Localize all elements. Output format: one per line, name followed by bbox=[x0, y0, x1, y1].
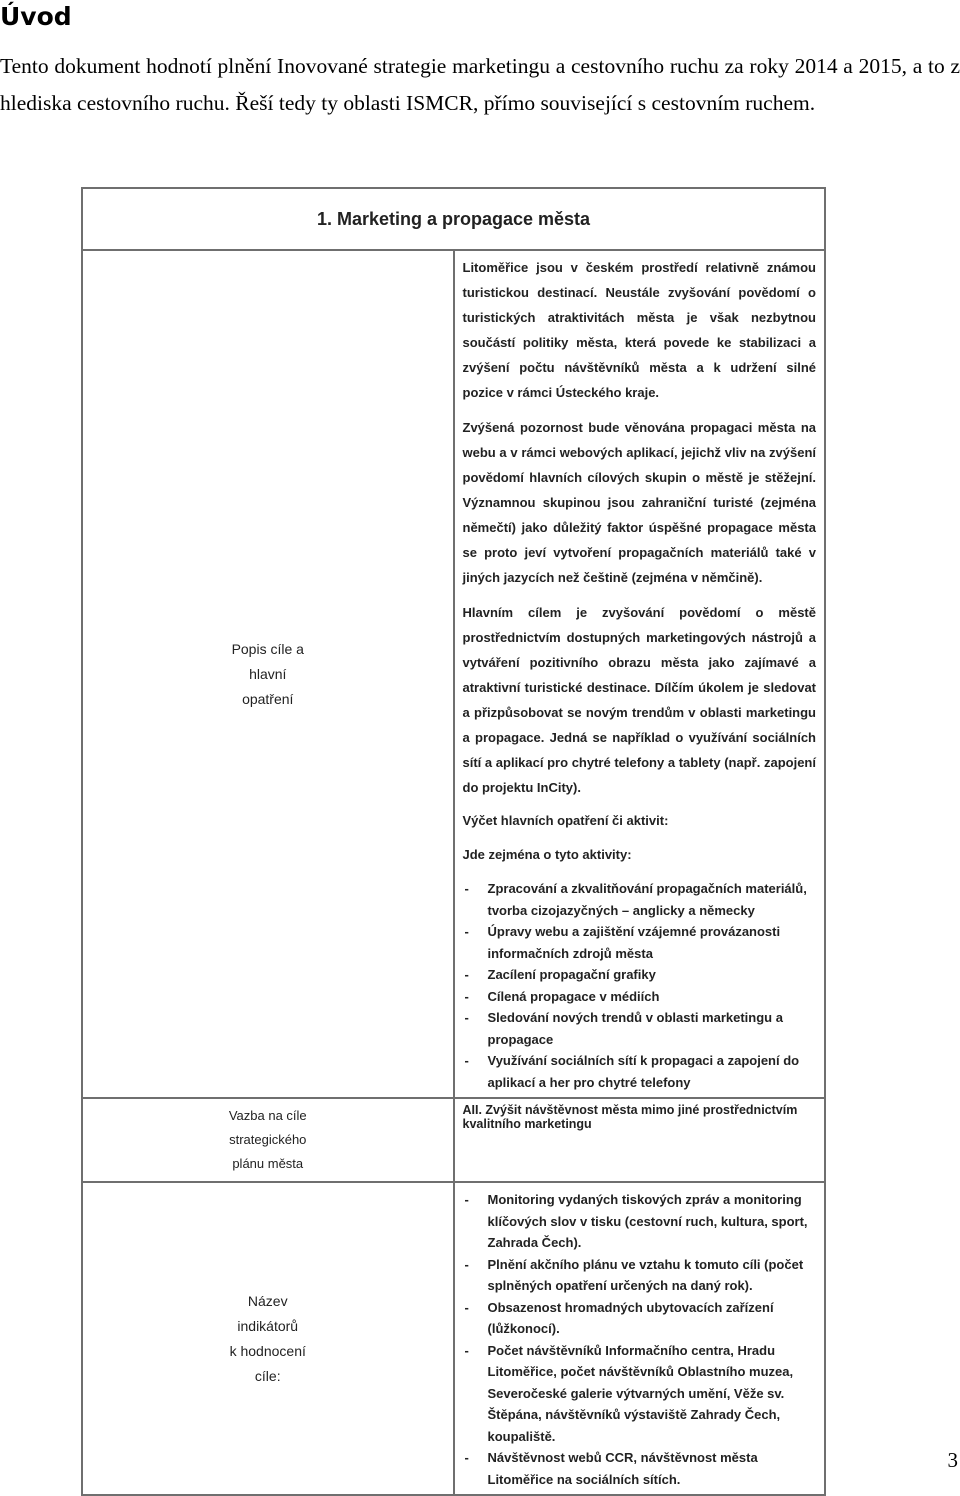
row-label-line: k hodnocení bbox=[229, 1342, 306, 1359]
activities-heading: Výčet hlavních opatření či aktivit: bbox=[462, 813, 669, 828]
row-label-line: opatření bbox=[242, 690, 294, 707]
row-label-line: Popis cíle a bbox=[231, 640, 304, 657]
activities-list bbox=[463, 878, 817, 1093]
description-paragraph: Zvýšená pozornost bude věnována propagaci města na webu a v rámci webových aplikací, jejichž vliv na zvýšení povědomí hlavních cílových skupin o městě je stěžejní. Významnou skupinou jsou zahraniční turisté (zejména němečtí) jako důležitý faktor úspěšné propagace města se proto jeví vytvoření propagačních materiálů také v jiných jazycích než češtině (zejména v němčině). bbox=[462, 420, 816, 585]
list-item: - Sledování nových trendů v oblasti marketingu a propagace bbox=[463, 1007, 817, 1050]
row-label-line: indikátorů bbox=[237, 1317, 299, 1334]
row-label-vazba bbox=[82, 1098, 454, 1182]
list-item: - Zacílení propagační grafiky bbox=[463, 964, 817, 986]
table-title: 1. Marketing a propagace města bbox=[82, 188, 825, 250]
list-item: - Využívání sociálních sítí k propagaci a zapojení do aplikací a her pro chytré telefony bbox=[463, 1050, 817, 1093]
intro-paragraph: Tento dokument hodnotí plnění Inovované strategie marketingu a cestovního ruchu za roky 2014 a 2015, a to z hlediska cestovního ruchu. Řeší tedy ty oblasti ISMCR, přímo související s cestovním ruchem. bbox=[0, 54, 960, 115]
vazba-content: AII. Zvýšit návštěvnost města mimo jiné prostřednictvím kvalitního marketingu bbox=[454, 1098, 826, 1182]
page-number: 3 bbox=[947, 1448, 958, 1472]
row-label-line: strategického bbox=[229, 1132, 307, 1147]
description-paragraph: Litoměřice jsou v českém prostředí relativně známou turistickou destinací. Neustále zvyšování povědomí o turistických atraktivitách města je však nezbytnou součástí politiky města, která povede ke stabilizaci a zvýšení počtu návštěvníků města a k udržení silné pozice v rámci Ústeckého kraje. bbox=[462, 260, 816, 400]
strategy-table bbox=[81, 187, 826, 1487]
list-item: - Úpravy webu a zajištění vzájemné provázanosti informačních zdrojů města bbox=[463, 921, 817, 964]
page-heading: Úvod bbox=[0, 2, 72, 31]
list-item: - Obsazenost hromadných ubytovacích zařízení (lůžkonocí). bbox=[463, 1297, 817, 1340]
list-item: - Návštěvnost webů CCR, návštěvnost města Litoměřice na sociálních sítích. bbox=[463, 1447, 817, 1490]
row-label-line: Název bbox=[247, 1292, 288, 1309]
row-label-line: Vazba na cíle bbox=[228, 1108, 307, 1123]
list-item: - Cílená propagace v médiích bbox=[463, 986, 817, 1008]
row-label-indikatory bbox=[82, 1182, 454, 1495]
indicators-list bbox=[463, 1189, 817, 1490]
list-item: - Plnění akčního plánu ve vztahu k tomuto cíli (počet splněných opatření určených na daný rok). bbox=[463, 1254, 817, 1297]
list-item: - Monitoring vydaných tiskových zpráv a monitoring klíčových slov v tisku (cestovní ruch, kultura, sport, Zahrada Čech). bbox=[463, 1189, 817, 1254]
description-paragraph: Hlavním cílem je zvyšování povědomí o městě prostřednictvím dostupných marketingových nástrojů a vytváření pozitivního obrazu města jako zajímavé a atraktivní turistické destinace. Dílčím úkolem je sledovat a přizpůsobovat se novým trendům v oblasti marketingu a propagace. Jedná se například o využívání sociálních sítí a aplikací pro chytré telefony a tablety (např. zapojení do projektu InCity). bbox=[462, 605, 816, 795]
popis-content bbox=[454, 250, 826, 1098]
list-item: - Zpracování a zkvalitňování propagačních materiálů, tvorba cizojazyčných – anglicky a německy bbox=[463, 878, 817, 921]
row-label-line: hlavní bbox=[249, 665, 287, 682]
activities-intro: Jde zejména o tyto aktivity: bbox=[462, 847, 632, 862]
row-label-line: plánu města bbox=[232, 1156, 304, 1171]
row-label-popis bbox=[82, 250, 454, 1098]
list-item: - Počet návštěvníků Informačního centra, Hradu Litoměřice, počet návštěvníků Oblastního muzea, Severočeské galerie výtvarných umění, Věže sv. Štěpána, návštěvníků výstaviště Zahrady Čech, koupaliště. bbox=[463, 1340, 817, 1448]
row-label-line: cíle: bbox=[254, 1367, 281, 1384]
indicators-content bbox=[454, 1182, 826, 1495]
